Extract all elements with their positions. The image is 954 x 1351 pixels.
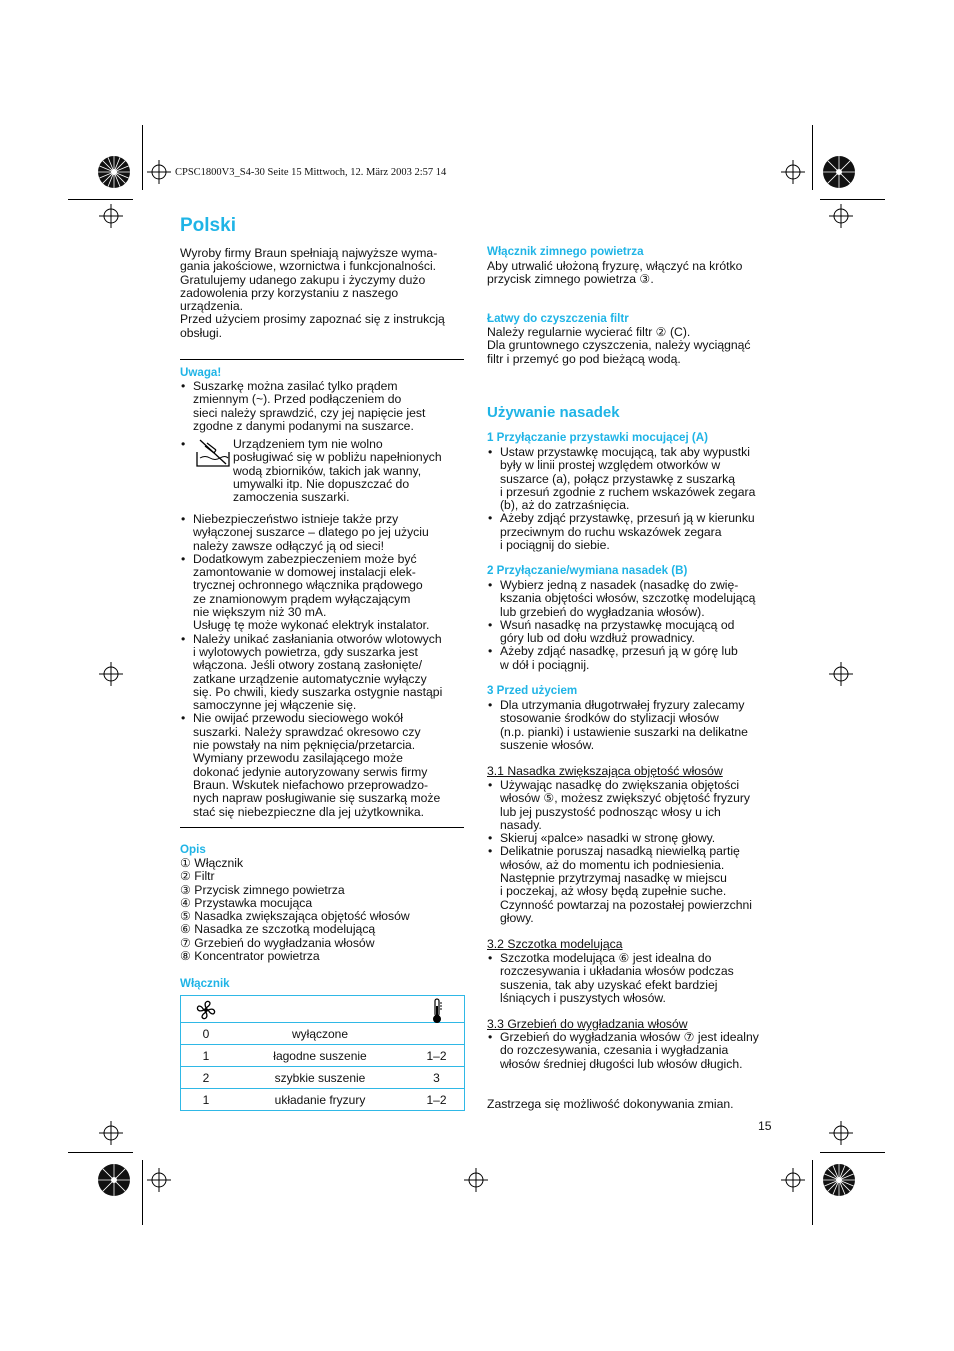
list-item: • Należy unikać zasłaniania otworów wlotowych i wylotowych powietrza, gdy suszarka jest włączona. Jeśli otwory zostaną zasłonięte/ zatkane urządzenie automatycznie wyłączy się. Po chwili, kiedy suszarka ostygnie nastąpi samoczynne jej włączenie się. — [180, 633, 470, 713]
part-item: ① Włącznik — [180, 856, 244, 870]
setting-temp — [409, 1023, 465, 1045]
list-item: • Ażeby zdjąć nasadkę, przesuń ją w górę lub w dół i pociągnij. — [487, 645, 777, 672]
part-item: ⑦ Grzebień do wygładzania włosów — [180, 935, 375, 950]
step33-list — [487, 1031, 777, 1071]
starburst-mark-icon — [822, 1163, 856, 1197]
part-item: ② Filtr — [180, 869, 215, 884]
step3-heading: 3 Przed użyciem — [487, 684, 578, 697]
part-item: ⑧ Koncentrator powietrza — [180, 949, 320, 964]
opis-list — [180, 857, 470, 963]
part-item: ④ Przystawka mocująca — [180, 895, 313, 910]
intro-paragraph: Wyroby firmy Braun spełniają najwyższe wyma- gania jakościowe, wzornictwa i funkcjonalności. Gratulujemy udanego zakupu i życzymy dużo zadowolenia przy korzystaniu z naszego urządzenia. Przed użyciem prosimy zapoznać się z instrukcją obsługi. — [180, 246, 445, 340]
registration-mark-icon — [99, 1121, 123, 1145]
setting-label: szybkie suszenie — [231, 1067, 409, 1089]
wlacznik-heading: Włącznik — [180, 977, 230, 990]
step32-heading: 3.2 Szczotka modelująca — [487, 937, 623, 951]
list-item: • Wsuń nasadkę na przystawkę mocującą od góry lub od dołu wzdłuż prowadnicy. — [487, 619, 777, 646]
starburst-mark-icon — [97, 155, 131, 189]
setting-number: 1 — [181, 1045, 232, 1067]
list-item: • Szczotka modelująca ⑥ jest idealna do rozczesywania i układania włosów podczas suszenia, tak aby uzyskać efekt bardziej lśniących i puszystych włosów. — [487, 952, 777, 1005]
registration-mark-icon — [829, 662, 853, 686]
part-item: ③ Przycisk zimnego powietrza — [180, 882, 345, 897]
setting-number: 0 — [181, 1023, 232, 1045]
table-row — [181, 1067, 465, 1089]
list-item: • Delikatnie poruszaj nasadką niewielką partię włosów, aż do momentu ich podniesienia. Następnie przytrzymaj nasadkę w miejscu i poczekaj, aż włosy będą zupełnie suche. Czynność powtarzaj na pozostałej powierzchni głowy. — [487, 845, 777, 925]
list-item: • Niebezpieczeństwo istnieje także przy wyłączonej suszarce – dlatego po jej użyciu należy zawsze odłączyć ją od sieci! — [180, 513, 470, 553]
list-item: • Skieruj «palce» nasadki w stronę głowy. — [487, 832, 777, 845]
step2-heading: 2 Przyłączanie/wymiana nasadek (B) — [487, 564, 688, 577]
section-divider — [180, 359, 464, 360]
part-item: ⑤ Nasadka zwiększająca objętość włosów — [180, 909, 410, 924]
thermometer-icon — [430, 998, 444, 1024]
step31-list — [487, 779, 777, 925]
step1-list — [487, 446, 777, 552]
setting-temp: 1–2 — [409, 1045, 465, 1067]
bullet: • — [181, 437, 186, 451]
table-header-row — [181, 996, 465, 1023]
registration-mark-icon — [99, 662, 123, 686]
step33-heading: 3.3 Grzebień do wygładzania włosów — [487, 1017, 688, 1031]
list-item: • Ustaw przystawkę mocującą, tak aby wypustki były w linii prostej względem otworków w suszarce (a), połącz przystawkę z suszarką i przesuń zgodnie z ruchem wskazówek zegara (b), aż do zatrzaśnięcia. — [487, 446, 777, 512]
starburst-mark-icon — [97, 1163, 131, 1197]
footer-note: Zastrzega się możliwość dokonywania zmian. — [487, 1097, 734, 1111]
list-item: • Ażeby zdjąć przystawkę, przesuń ją w kierunku przeciwnym do ruchu wskazówek zegara i pociągnij do siebie. — [487, 512, 777, 552]
cold-air-heading: Włącznik zimnego powietrza — [487, 245, 644, 258]
table-row — [181, 1023, 465, 1045]
setting-label: układanie fryzury — [231, 1089, 409, 1111]
setting-label: łagodne suszenie — [231, 1045, 409, 1067]
list-item: • Wybierz jedną z nasadek (nasadkę do zwię- kszania objętości włosów, szczotkę modelującą lub grzebień do wygładzania włosów). — [487, 579, 777, 619]
registration-mark-icon — [147, 160, 171, 184]
list-item: • Suszarkę można zasilać tylko prądem zmiennym (~). Przed podłączeniem do sieci należy sprawdzić, czy jej napięcie jest zgodne z danymi podanymi na suszarce. — [180, 380, 470, 433]
registration-mark-icon — [147, 1168, 171, 1192]
list-item: • Grzebień do wygładzania włosów ⑦ jest idealny do rozczesywania, czesania i wygładzania włosów średniej długości lub włosów długich. — [487, 1031, 777, 1071]
no-water-icon — [194, 438, 232, 468]
step2-list — [487, 579, 777, 672]
list-item: • Dodatkowym zabezpieczeniem może być zamontowanie w domowej instalacji elek- trycznej ochronnego włącznika prądowego ze znamionowym prądem wyłączającym nie większym niż 30 mA. Usługę tę może wykonać elektryk instalator. — [180, 553, 470, 633]
page-number: 15 — [758, 1119, 772, 1133]
uwaga-heading: Uwaga! — [180, 366, 222, 379]
section-divider — [180, 827, 464, 828]
setting-label: wyłączone — [231, 1023, 409, 1045]
cold-air-text: Aby utrwalić ułożoną fryzurę, włączyć na krótko przycisk zimnego powietrza ③. — [487, 259, 743, 287]
water-warning-text: Urządzeniem tym nie wolno posługiwać się w pobliżu napełnionych wodą zbiorników, takich jak wanny, umywalki itp. Nie dopuszczać do zamoczenia suszarki. — [233, 437, 442, 505]
filter-text: Należy regularnie wycierać filtr ② (C). Dla gruntownego czyszczenia, należy wyciągnąć filtr i przemyć go pod bieżącą wodą. — [487, 325, 751, 366]
setting-temp: 1–2 — [409, 1089, 465, 1111]
step3-list — [487, 699, 777, 752]
setting-temp: 3 — [409, 1067, 465, 1089]
filter-heading: Łatwy do czyszczenia filtr — [487, 312, 629, 325]
table-row — [181, 1089, 465, 1111]
list-item: • Nie owijać przewodu sieciowego wokół suszarki. Należy sprawdzać okresowo czy nie powstały na nim pęknięcia/przetarcia. Wymiany przewodu zasilającego może dokonać jedynie autoryzowany serwis firmy Braun. Wskutek niefachowo przeprowadzo- nych napraw posługiwanie się suszarką może stać się niebezpieczne dla jej użytkownika. — [180, 712, 470, 818]
step31-heading: 3.1 Nasadka zwiększająca objętość włosów — [487, 764, 723, 778]
list-item: • Dla utrzymania długotrwałej fryzury zalecamy stosowanie środków do stylizacji włosów (n.p. pianki) i ustawienie suszarki na delikatne suszenie włosów. — [487, 699, 777, 752]
registration-mark-icon — [829, 204, 853, 228]
registration-mark-icon — [781, 160, 805, 184]
list-item: • Używając nasadkę do zwiększania objętości włosów ⑤, możesz zwiększyć objętość fryzury lub jej puszystość podnosząc włosy u ich nasady. — [487, 779, 777, 832]
registration-mark-icon — [829, 1121, 853, 1145]
registration-mark-icon — [464, 1168, 488, 1192]
page-title: Polski — [180, 215, 236, 236]
table-row — [181, 1045, 465, 1067]
print-header: CPSC1800V3_S4-30 Seite 15 Mittwoch, 12. März 2003 2:57 14 — [175, 167, 447, 178]
starburst-mark-icon — [822, 155, 856, 189]
step32-list — [487, 952, 777, 1005]
uwaga-list — [180, 380, 470, 433]
uwaga-list-continued — [180, 513, 470, 819]
part-item: ⑥ Nasadka ze szczotką modelującą — [180, 922, 376, 937]
switch-settings-table — [180, 995, 465, 1111]
setting-number: 2 — [181, 1067, 232, 1089]
registration-mark-icon — [781, 1168, 805, 1192]
setting-number: 1 — [181, 1089, 232, 1111]
fan-icon — [195, 999, 217, 1021]
opis-heading: Opis — [180, 843, 206, 856]
attachments-heading: Używanie nasadek — [487, 404, 620, 421]
step1-heading: 1 Przyłączanie przystawki mocującej (A) — [487, 431, 709, 444]
registration-mark-icon — [99, 204, 123, 228]
